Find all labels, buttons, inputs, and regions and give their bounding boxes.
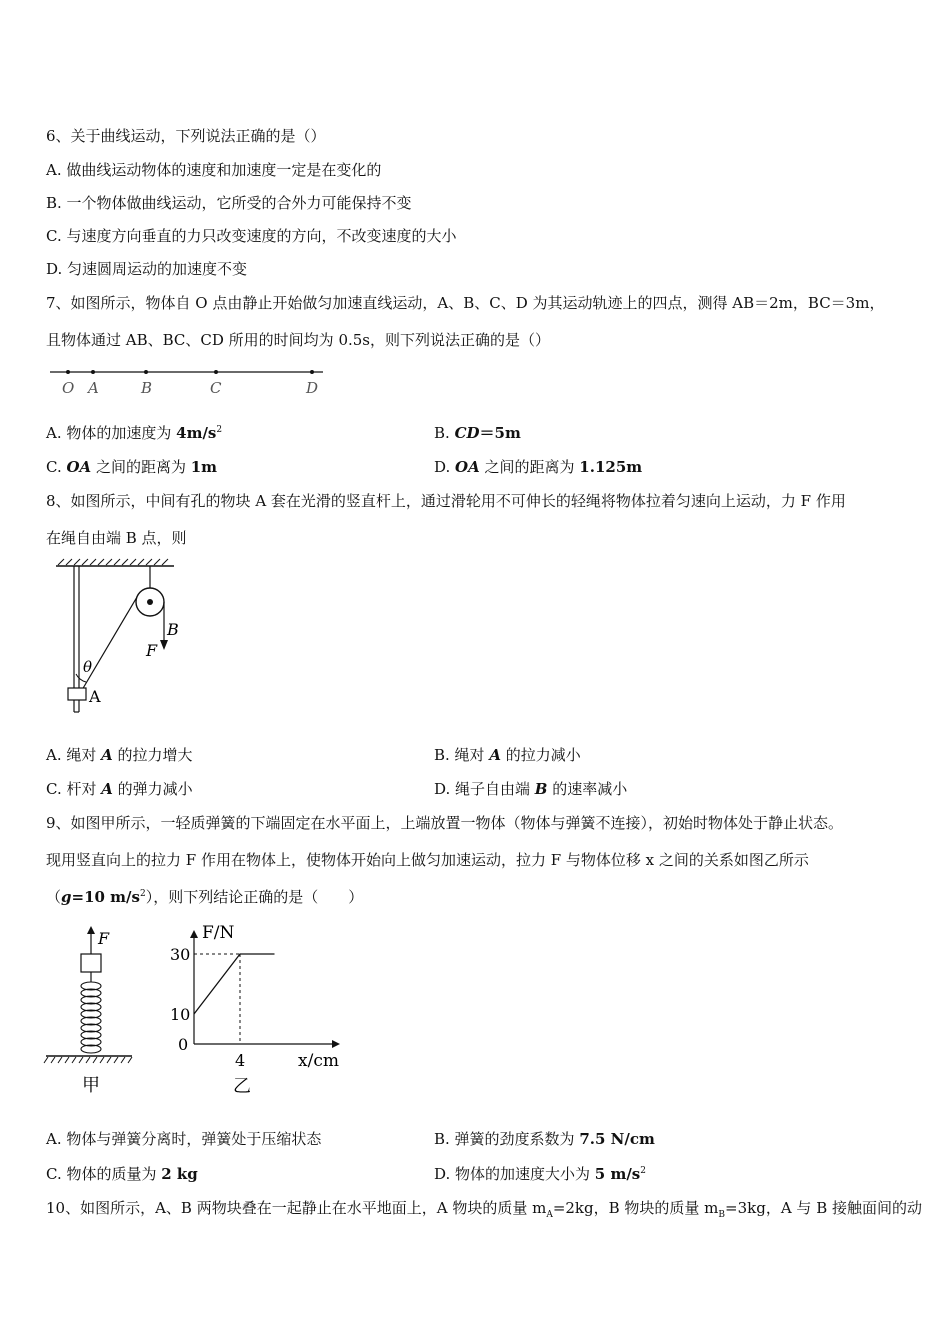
point-d — [310, 370, 314, 374]
label-b: B — [141, 379, 153, 397]
x-axis-label: x/cm — [298, 1051, 339, 1071]
point-b — [144, 370, 148, 374]
series-line-f — [194, 954, 275, 1014]
q7-stem-line2: 且物体通过 AB、BC、CD 所用的时间均为 0.5s，则下列说法正确的是（） — [46, 331, 550, 349]
q9-stem-line3: （g=10 $m/s^2$），则下列结论正确的是（ ） — [46, 888, 364, 906]
label-f: F — [98, 929, 110, 948]
q9-option-d: D. 物体的加速度大小为 5 $m/s^2$ — [434, 1165, 646, 1183]
q7-stem-line1: 7、如图所示，物体自 O 点由静止开始做匀加速直线运动，A、B、C、D 为其运动轨迹上的四点，测得 AB＝2m，BC＝3m， — [46, 294, 885, 312]
q7-option-a: A. 物体的加速度为 $4m/s^2$ — [46, 424, 223, 442]
q8-figure-pulley — [52, 560, 182, 720]
x-tick-label-4: 4 — [235, 1051, 246, 1070]
label-theta: θ — [83, 658, 93, 676]
q9-option-b: B. 弹簧的劲度系数为 7.5 N/cm — [434, 1130, 655, 1148]
q8-stem-line2: 在绳自由端 B 点，则 — [46, 529, 187, 547]
q6-option-a: A. 做曲线运动物体的速度和加速度一定是在变化的 — [46, 161, 382, 179]
label-a: A — [88, 379, 99, 397]
q8-option-b: B. 绳对 A 的拉力减小 — [434, 746, 581, 764]
block-a — [68, 688, 86, 700]
ceiling-hatch — [58, 559, 168, 565]
q9-figure-spring — [44, 924, 144, 1099]
point-a — [91, 370, 95, 374]
x-axis-arrow — [332, 1040, 340, 1048]
label-b: B — [167, 620, 179, 639]
q6-option-b: B. 一个物体做曲线运动，它所受的合外力可能保持不变 — [46, 194, 412, 212]
q8-option-a: A. 绳对 A 的拉力增大 — [46, 746, 193, 764]
q6-option-c: C. 与速度方向垂直的力只改变速度的方向，不改变速度的大小 — [46, 227, 457, 245]
q8-option-d: D. 绳子自由端 B 的速率减小 — [434, 780, 628, 798]
spring-coils — [81, 982, 101, 1053]
q9-option-a: A. 物体与弹簧分离时，弹簧处于压缩状态 — [46, 1130, 322, 1148]
q10-stem: 10、如图所示，A、B 两物块叠在一起静止在水平地面上，A 物块的质量 $m_A=2kg$，B 物块的质量 $m_B=3kg$，A 与 B 接触面间的动 — [46, 1199, 922, 1220]
rope-slant — [82, 597, 137, 690]
origin-label: 0 — [178, 1035, 189, 1054]
q7-figure-track — [48, 362, 338, 402]
y-tick-label-30: 30 — [170, 945, 191, 964]
point-c — [214, 370, 218, 374]
q8-stem-line1: 8、如图所示，中间有孔的物块 A 套在光滑的竖直杆上，通过滑轮用不可伸长的轻绳将物体拉着匀速向上运动，力 F 作用 — [46, 492, 846, 510]
label-d: D — [306, 379, 319, 397]
y-tick-label-10: 10 — [170, 1005, 191, 1024]
q9-stem-line2: 现用竖直向上的拉力 F 作用在物体上，使物体开始向上做匀加速运动，拉力 F 与物体位移 x 之间的关系如图乙所示 — [46, 851, 809, 869]
label-f: F — [146, 641, 158, 660]
force-arrow-head — [87, 926, 95, 934]
caption-yi: 乙 — [233, 1076, 251, 1097]
q8-option-c: C. 杆对 A 的弹力减小 — [46, 780, 193, 798]
label-o: O — [62, 379, 75, 397]
q9-chart — [160, 918, 350, 1098]
q9-option-c: C. 物体的质量为 2 kg — [46, 1165, 198, 1183]
label-c: C — [210, 379, 222, 397]
q7-option-b: B. CD＝5m — [434, 424, 521, 442]
force-arrow-head — [160, 640, 168, 650]
q6-option-d: D. 匀速圆周运动的加速度不变 — [46, 260, 248, 278]
point-o — [66, 370, 70, 374]
ground-hatch — [44, 1057, 132, 1063]
q7-option-c: C. OA 之间的距离为 1m — [46, 458, 218, 476]
q9-stem-line1: 9、如图甲所示，一轻质弹簧的下端固定在水平面上，上端放置一物体（物体与弹簧不连接），初始时物体处于静止状态。 — [46, 814, 844, 832]
y-axis-label: F/N — [202, 923, 235, 943]
object-block — [81, 954, 101, 972]
caption-jia: 甲 — [82, 1075, 100, 1096]
q6-stem: 6、关于曲线运动，下列说法正确的是（） — [46, 127, 326, 145]
label-a: A — [89, 687, 101, 706]
pulley-axle — [147, 599, 153, 605]
q7-option-d: D. OA 之间的距离为 1.125m — [434, 458, 643, 476]
y-axis-arrow — [190, 930, 198, 938]
